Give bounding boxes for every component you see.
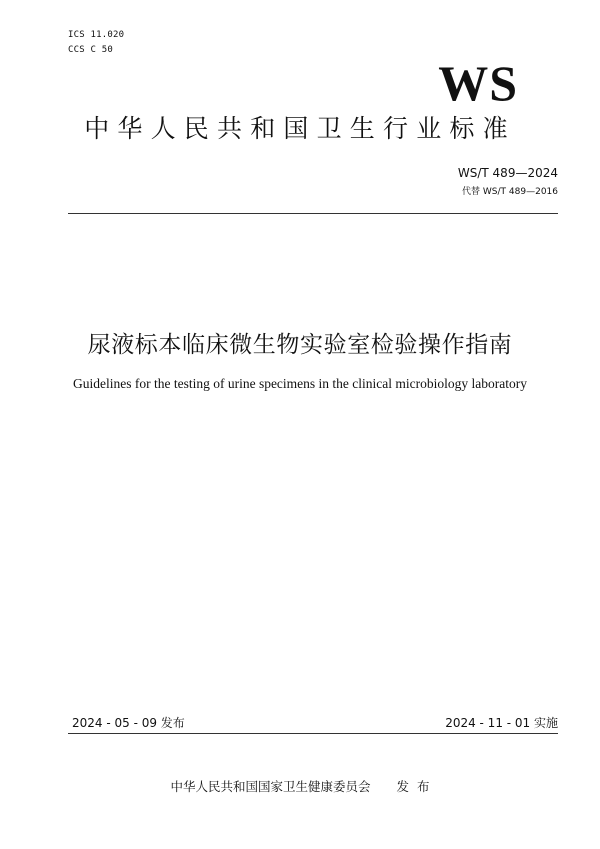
standard-number: WS/T 489—2024: [457, 166, 558, 180]
issuer-name: 中华人民共和国国家卫生健康委员会: [170, 779, 371, 794]
replaces-standard: 代替 WS/T 489—2016: [462, 187, 558, 197]
ccs-code: CCS C 50: [68, 45, 113, 55]
footer-divider: [68, 733, 558, 734]
header-divider: [68, 213, 558, 214]
issuer-action: 发 布: [396, 779, 430, 794]
standard-category-title: 中华人民共和国卫生行业标准: [84, 114, 516, 143]
document-title-english: Guidelines for the testing of urine specimens in the clinical microbiology laboratory: [72, 376, 527, 391]
document-title-chinese: 尿液标本临床微生物实验室检验操作指南: [87, 332, 513, 358]
issue-date: 2024 - 05 - 09 发布: [72, 716, 185, 730]
implementation-date: 2024 - 11 - 01 实施: [445, 716, 558, 730]
issuing-authority: [0, 777, 600, 795]
ws-logo: WS: [438, 55, 518, 111]
ics-code: ICS 11.020: [68, 30, 125, 40]
